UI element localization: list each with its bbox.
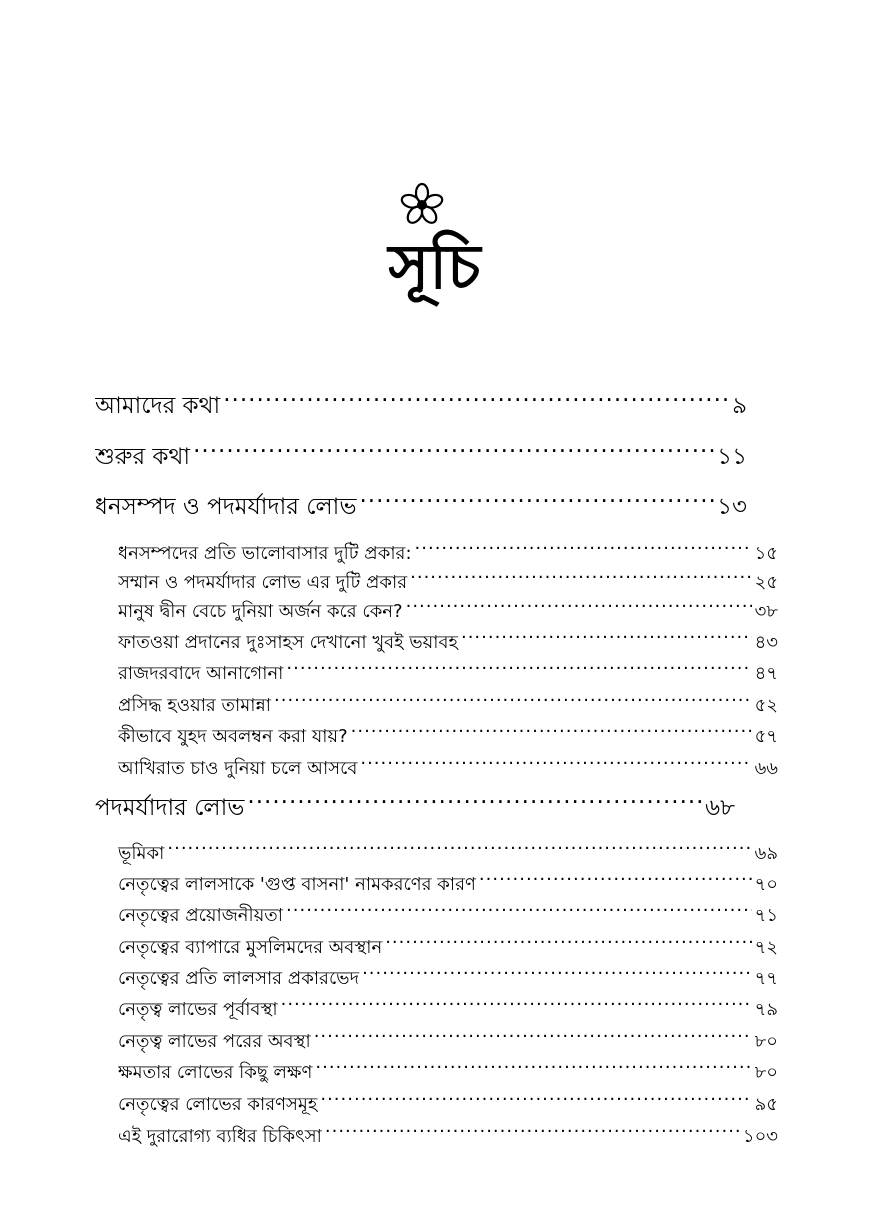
page-title: সূচি — [388, 230, 481, 303]
toc-page-number: ৪৩ — [754, 631, 778, 653]
toc-subentry-title: ভূমিকা — [118, 842, 165, 864]
toc-subentry[interactable] — [118, 537, 778, 565]
toc-page-number: ৭৯ — [754, 998, 778, 1020]
dot-leader — [360, 752, 751, 774]
toc-section-title: ধনসম্পদ ও পদমর্যাদার লোভ — [95, 493, 357, 520]
dot-leader — [286, 899, 752, 921]
dot-leader — [410, 566, 751, 588]
toc-section-title: শুরুর কথা — [95, 443, 191, 470]
toc-page-number: ১১ — [717, 443, 747, 470]
toc-section-entry[interactable] — [95, 385, 747, 419]
toc-subentry[interactable] — [118, 993, 778, 1021]
toc-page-number: ১৫ — [754, 542, 778, 564]
dot-leader — [286, 657, 751, 679]
toc-subentry-title: নেতৃত্বের ব্যাপারে মুসলিমদের অবস্থান — [118, 936, 383, 958]
dot-leader — [247, 787, 702, 815]
toc-page-number: ৯ — [732, 392, 747, 419]
toc-subentry-title: ক্ষমতার লোভের কিছু লক্ষণ — [118, 1061, 313, 1083]
toc-page-number: ৬৯ — [754, 842, 778, 864]
toc-subentry[interactable] — [118, 868, 778, 896]
toc-page-number: ৮০ — [754, 1030, 778, 1052]
toc-page-number: ২৫ — [754, 571, 778, 593]
toc-subentry[interactable] — [118, 1056, 778, 1084]
toc-subentry-title: নেতৃত্বের লোভের কারণসমূহ — [118, 1093, 318, 1115]
toc-subentry-title: সম্মান ও পদমর্যাদার লোভ এর দুটি প্রকার — [118, 571, 408, 593]
toc-subentry[interactable] — [118, 595, 778, 623]
toc-page-number: ৬৮ — [705, 794, 735, 821]
toc-subentry-title: এই দুরারোগ্য ব্যধির চিকিৎসা — [118, 1125, 322, 1147]
toc-subentry-title: কীভাবে যুহদ অবলম্বন করা যায়? — [118, 725, 348, 747]
toc-subentry-title: নেতৃত্ব লাভের পূর্বাবস্থা — [118, 998, 278, 1020]
dot-leader — [325, 1120, 740, 1142]
toc-page-number: ৯৫ — [754, 1093, 778, 1115]
toc-page-number: ৩৮ — [754, 600, 778, 622]
dot-leader — [193, 436, 714, 464]
toc-subentry[interactable] — [118, 931, 778, 959]
toc-subentry-title: নেতৃত্বের লালসাকে 'গুপ্ত বাসনা' নামকরণের কারণ — [118, 873, 476, 895]
toc-subentry[interactable] — [118, 1120, 778, 1148]
toc-subentry[interactable] — [118, 566, 778, 594]
toc-section-title: পদমর্যাদার লোভ — [95, 794, 245, 821]
toc-page-number: ৮০ — [754, 1061, 778, 1083]
toc-subentry[interactable] — [118, 626, 778, 654]
toc-section-entry[interactable] — [95, 486, 747, 520]
dot-leader — [479, 868, 752, 890]
toc-subentry-title: নেতৃত্বের প্রয়োজনীয়তা — [118, 904, 284, 926]
toc-page-number: ৬৬ — [754, 757, 778, 779]
toc-section-entry[interactable] — [95, 436, 747, 470]
toc-subentry-title: ধনসম্পদের প্রতি ভালোবাসার দুটি প্রকার: — [118, 542, 412, 564]
dot-leader — [223, 385, 729, 413]
dot-leader — [359, 486, 714, 514]
toc-section-title: আমাদের কথা — [95, 392, 221, 419]
dot-leader — [415, 537, 752, 559]
toc-subentry-title: ফাতওয়া প্রদানের দুঃসাহস দেখানো খুবই ভয়াবহ — [118, 631, 458, 653]
toc-page-number: ১৩ — [717, 493, 747, 520]
toc-subentry[interactable] — [118, 689, 778, 717]
toc-subentry[interactable] — [118, 962, 778, 990]
dot-leader — [314, 1025, 752, 1047]
toc-subentry-title: প্রসিদ্ধ হওয়ার তামান্না — [118, 694, 271, 716]
dot-leader — [362, 962, 752, 984]
toc-page-number: ৪৭ — [754, 662, 778, 684]
dot-leader — [320, 1088, 751, 1110]
toc-page-number: ১০৩ — [742, 1125, 778, 1147]
toc-subentry[interactable] — [118, 837, 778, 865]
toc-subentry[interactable] — [118, 720, 778, 748]
toc-subentry-title: মানুষ দ্বীন বেচে দুনিয়া অর্জন করে কেন? — [118, 600, 403, 622]
dot-leader — [167, 837, 751, 859]
toc-page-number: ৭৭ — [754, 967, 778, 989]
dot-leader — [281, 993, 752, 1015]
dot-leader — [461, 626, 752, 648]
dot-leader — [315, 1056, 751, 1078]
dot-leader — [274, 689, 752, 711]
toc-subentry[interactable] — [118, 752, 778, 780]
toc-subentry[interactable] — [118, 657, 778, 685]
dot-leader — [406, 595, 752, 617]
toc-subentry[interactable] — [118, 1088, 778, 1116]
dot-leader — [351, 720, 752, 742]
dot-leader — [385, 931, 751, 953]
toc-page-number: ৭০ — [754, 873, 778, 895]
toc-page-number: ৫৭ — [754, 725, 778, 747]
toc-section-entry[interactable] — [95, 787, 735, 821]
toc-subentry-title: নেতৃত্বের প্রতি লালসার প্রকারভেদ — [118, 967, 360, 989]
toc-page-number: ৫২ — [754, 694, 778, 716]
toc-subentry-title: আখিরাত চাও দুনিয়া চলে আসবে — [118, 757, 358, 779]
toc-page-number: ৭২ — [754, 936, 778, 958]
toc-subentry[interactable] — [118, 1025, 778, 1053]
toc-page-number: ৭১ — [754, 904, 778, 926]
toc-subentry[interactable] — [118, 899, 778, 927]
toc-subentry-title: নেতৃত্ব লাভের পরের অবস্থা — [118, 1030, 311, 1052]
toc-subentry-title: রাজদরবাদে আনাগোনা — [118, 662, 284, 684]
